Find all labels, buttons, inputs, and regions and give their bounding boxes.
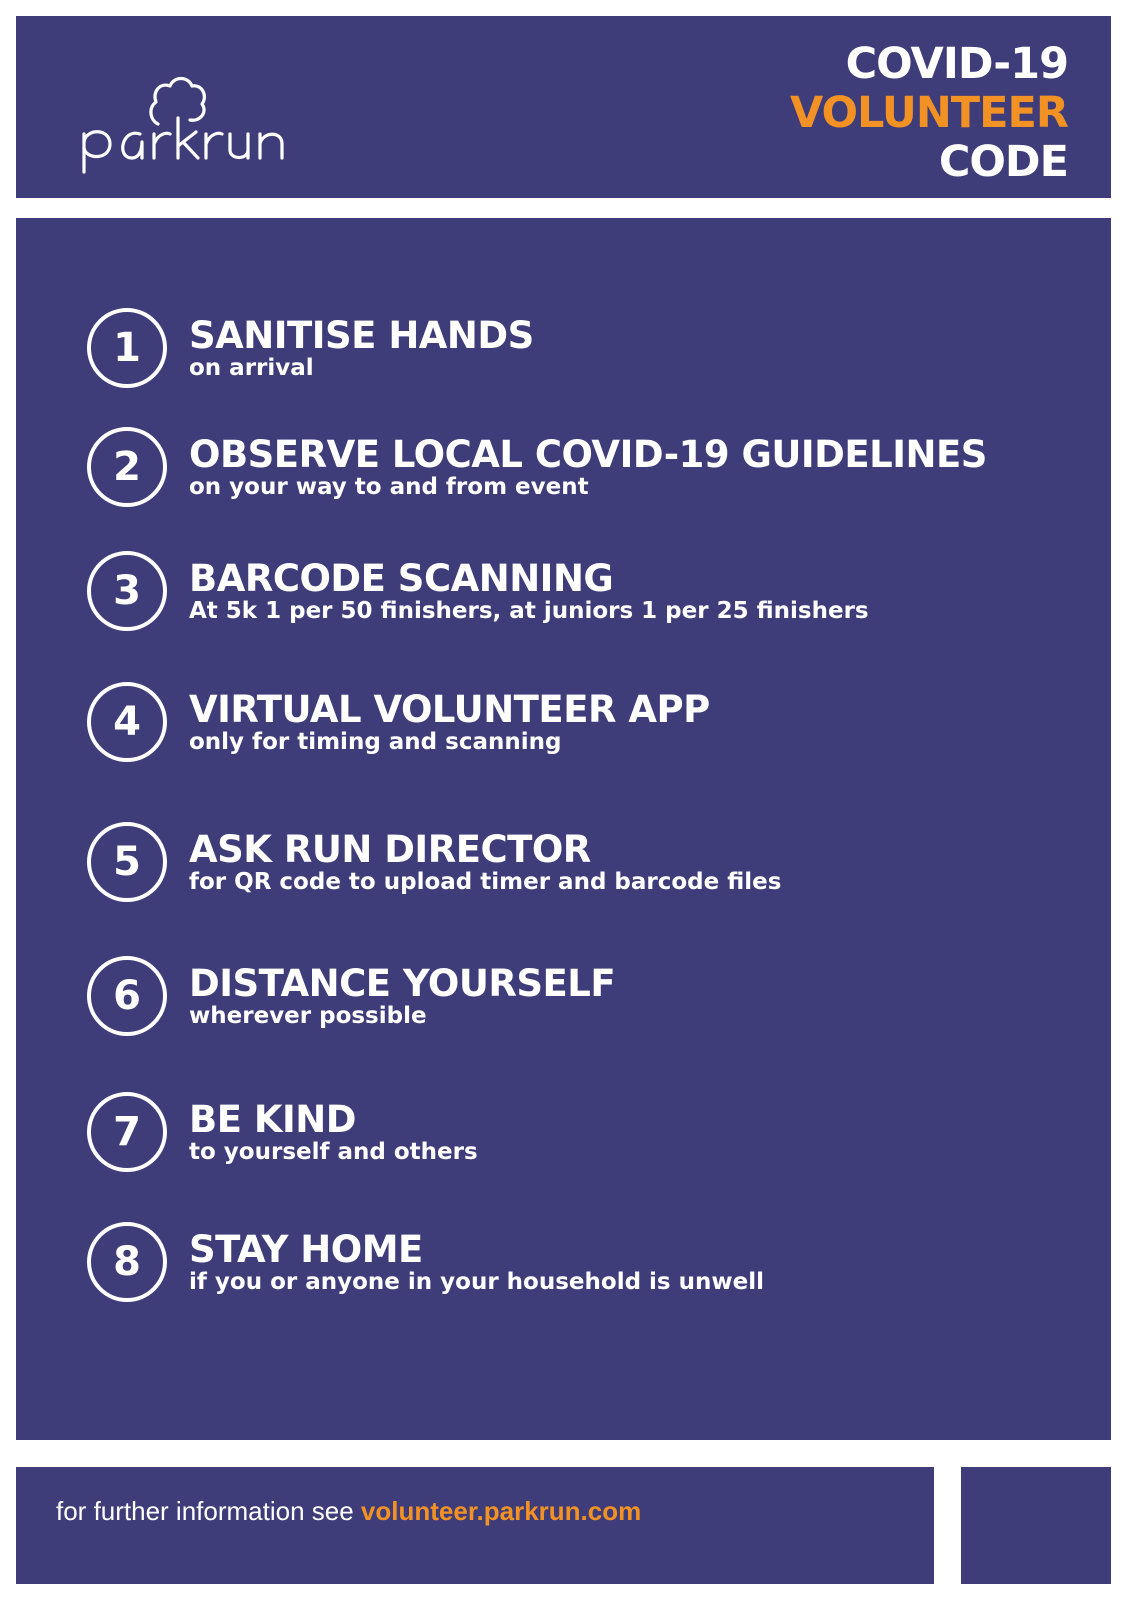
item-title: SANITISE HANDS xyxy=(189,314,534,357)
title-line-code: CODE xyxy=(938,137,1068,187)
footer-block xyxy=(961,1467,1111,1584)
item-title: ASK RUN DIRECTOR xyxy=(189,828,591,871)
item-title: VIRTUAL VOLUNTEER APP xyxy=(189,688,710,731)
item-subtitle: on arrival xyxy=(189,355,314,381)
item-subtitle: for QR code to upload timer and barcode files xyxy=(189,869,782,895)
item-subtitle: At 5k 1 per 50 finishers, at juniors 1 per 25 finishers xyxy=(189,598,869,624)
list-item xyxy=(87,308,1067,394)
number-badge: 3 xyxy=(87,551,167,631)
number-badge: 4 xyxy=(87,682,167,762)
number-badge: 1 xyxy=(87,308,167,388)
number-badge: 7 xyxy=(87,1092,167,1172)
parkrun-logo xyxy=(66,62,286,180)
number-badge: 6 xyxy=(87,956,167,1036)
number-badge: 2 xyxy=(87,427,167,507)
number-badge: 8 xyxy=(87,1222,167,1302)
item-subtitle: if you or anyone in your household is unwell xyxy=(189,1269,764,1295)
poster-title xyxy=(790,40,1068,187)
list-item xyxy=(87,682,1067,768)
number-badge: 5 xyxy=(87,822,167,902)
list-item xyxy=(87,956,1067,1042)
title-line-volunteer: VOLUNTEER xyxy=(789,88,1068,138)
footer-label: for further information see xyxy=(56,1496,361,1526)
footer-info xyxy=(56,1495,641,1527)
list-item xyxy=(87,822,1067,908)
item-title: BARCODE SCANNING xyxy=(189,557,614,600)
item-title: DISTANCE YOURSELF xyxy=(189,962,616,1005)
item-subtitle: on your way to and from event xyxy=(189,474,589,500)
footer-banner xyxy=(16,1467,934,1584)
item-title: OBSERVE LOCAL COVID-19 GUIDELINES xyxy=(189,433,987,476)
item-subtitle: wherever possible xyxy=(189,1003,427,1029)
header-banner xyxy=(16,16,1111,198)
item-title: BE KIND xyxy=(189,1098,356,1141)
list-item xyxy=(87,551,1067,637)
list-item xyxy=(87,1092,1067,1178)
item-subtitle: only for timing and scanning xyxy=(189,729,562,755)
volunteer-site-link[interactable]: volunteer.parkrun.com xyxy=(360,1496,642,1526)
item-title: STAY HOME xyxy=(189,1228,423,1271)
item-subtitle: to yourself and others xyxy=(189,1139,478,1165)
list-item xyxy=(87,1222,1067,1308)
title-line-covid: COVID-19 xyxy=(845,39,1068,89)
list-item xyxy=(87,427,1067,513)
